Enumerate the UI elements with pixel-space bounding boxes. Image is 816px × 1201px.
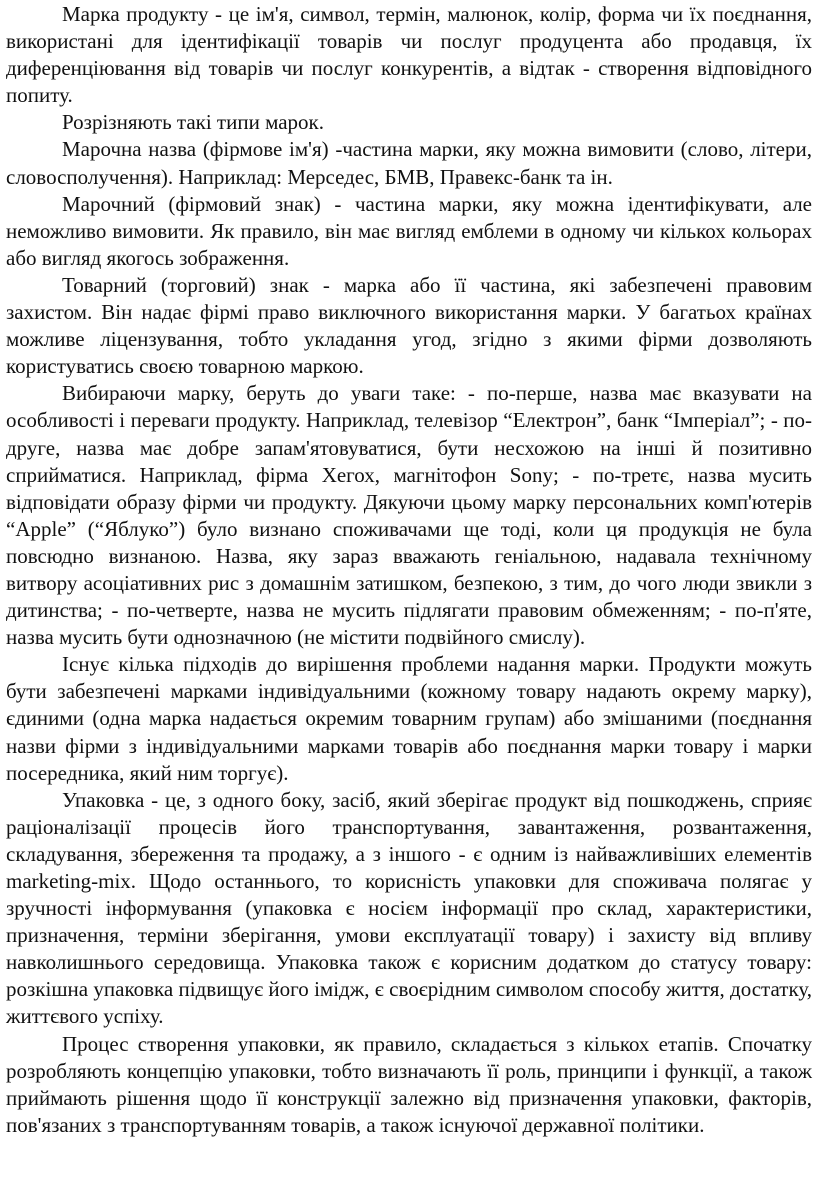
paragraph-brand-name: Марочна назва (фірмове ім'я) -частина марки, яку можна вимовити (слово, літери, словосполучення). Наприклад: Мерседес, БМВ, Правекс-банк та ін. bbox=[6, 137, 812, 189]
paragraph-packaging-process: Процес створення упаковки, як правило, складається з кількох етапів. Спочатку розробляють концепцію упаковки, тобто визначають її роль, принципи і функції, а також приймають рішення щодо її конструкції залежно від призначення упаковки, факторів, пов'язаних з транспортуванням товарів, а також існуючої державної політики. bbox=[6, 1031, 812, 1137]
paragraph-brand-selection: Вибираючи марку, беруть до уваги таке: - по-перше, назва має вказувати на особливості і переваги продукту. Наприклад, телевізор “Електрон”, банк “Імперіал”; - по-друге, назва має добре запам'ятовуватися, бути несхожою на інші й позитивно сприйматися. Наприклад, фірма Хегох, магнітофон Sony; - по-третє, назва мусить відповідати образу фірми чи продукту. Дякуючи цьому марку персональних комп'ютерів “Apple” (“Яблуко”) було визнано споживачами ще тоді, коли ця продукція не була повсюдно визнаною. Назва, яку зараз вважають геніальною, надавала технічному витвору асоціативних рис з домашнім затишком, безпекою, з тим, до чого люди звикли з дитинства; - по-четверте, назва не мусить підлягати правовим обмеженням; - по-п'яте, назва мусить бути однозначною (не містити подвійного смислу). bbox=[6, 381, 812, 650]
paragraph-packaging: Упаковка - це, з одного боку, засіб, який зберігає продукт від пошкоджень, сприяє раціоналізації процесів його транспортування, завантаження, розвантаження, складування, збереження та продажу, а з іншого - є одним із найважливіших елементів marketing-mix. Щодо останнього, то корисність упаковки для споживача полягає у зручності інформування (упаковка є носієм інформації про склад, характеристики, призначення, терміни зберігання, умови експлуатації товару) і захисту від впливу навколишнього середовища. Упаковка також є корисним додатком до статусу товару: розкішна упаковка підвищує його імідж, є своєрідним символом способу життя, достатку, життєвого успіху. bbox=[6, 787, 812, 1029]
paragraph-trademark: Товарний (торговий) знак - марка або її частина, які забезпечені правовим захистом. Він надає фірмі право виключного використання марки. У багатьох країнах можливе ліцензування, тобто укладання угод, згідно з якими фірми дозволяють користуватись своєю товарною маркою. bbox=[6, 272, 812, 379]
paragraph-branding-approaches: Існує кілька підходів до вирішення проблеми надання марки. Продукти можуть бути забезпечені марками індивідуальними (кожному товару надають окрему марку), єдиними (одна марка надається окремим товарним групам) або змішаними (поєднання назви фірми з індивідуальними марками товарів або поєднання марки товару і марки посередника, який ним торгує). bbox=[6, 652, 812, 785]
paragraph-brand-types-intro: Розрізняють такі типи марок. bbox=[62, 110, 324, 135]
paragraph-brand-mark: Марочний (фірмовий знак) - частина марки, яку можна ідентифікувати, але неможливо вимовити. Як правило, він має вигляд емблеми в одному чи кількох кольорах або вигляд якогось зображення. bbox=[6, 191, 812, 270]
paragraph-brand-definition: Марка продукту - це ім'я, символ, термін, малюнок, колір, форма чи їх поєднання, використані для ідентифікації товарів чи послуг продуцента або продавця, їх диференціювання від товарів чи послуг конкурентів, а відтак - створення відповідного попиту. bbox=[6, 2, 812, 108]
